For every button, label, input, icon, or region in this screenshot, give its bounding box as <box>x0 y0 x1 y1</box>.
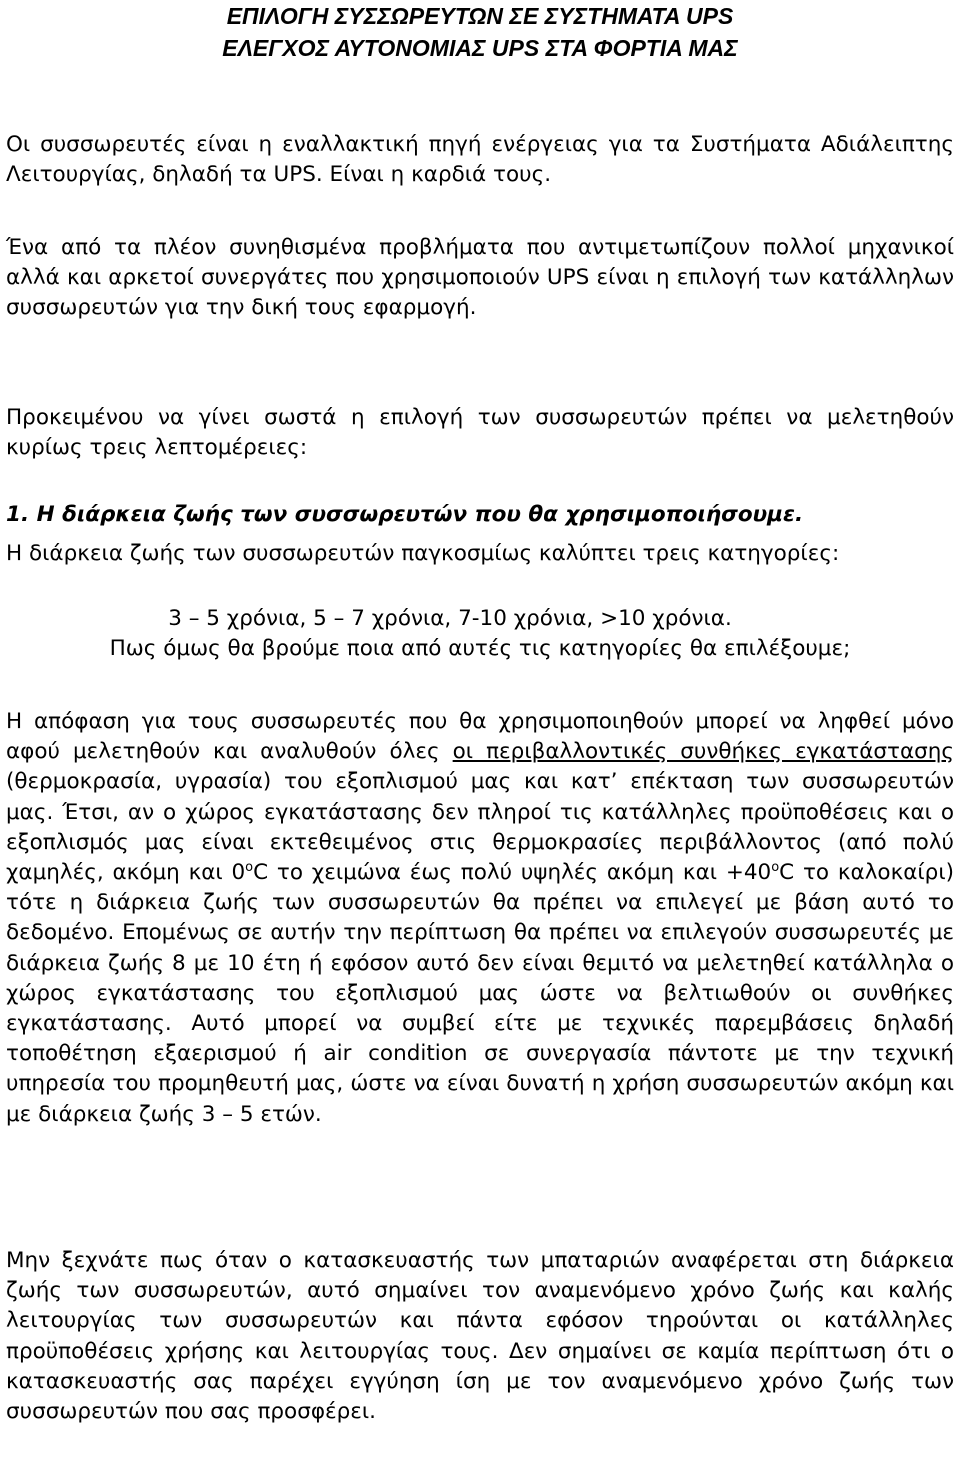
decision-paragraph <box>6 707 954 1130</box>
title-line-2: ΕΛΕΓΧΟΣ ΑΥΤΟΝΟΜΙΑΣ UPS ΣΤΑ ΦΟΡΤΙΑ ΜΑΣ <box>222 35 738 61</box>
problem-paragraph: Ένα από τα πλέον συνηθισμένα προβλήματα που αντιμετωπίζουν πολλοί μηχανικοί αλλά και αρκετοί συνεργάτες που χρησιμοποιούν UPS είναι η επιλογή των κατάλληλων συσσωρευτών για την δική τους εφαρμογή. <box>6 235 954 321</box>
degree-symbol-2: ο <box>771 859 780 875</box>
document-title <box>0 0 960 64</box>
decision-text-1: Η απόφαση για τους συσσωρευτές που θα χρησιμοποιηθούν μπορεί να ληφθεί μόνο αφού μελετηθούν και αναλυθούν όλες <box>6 709 954 765</box>
title-line-1: ΕΠΙΛΟΓΗ ΣΥΣΣΩΡΕΥΤΩΝ ΣΕ ΣΥΣΤΗΜΑΤΑ UPS <box>226 3 734 29</box>
categories-paragraph: Η διάρκεια ζωής των συσσωρευτών παγκοσμίως καλύπτει τρεις κατηγορίες: <box>6 541 840 566</box>
decision-text-2: (θερμοκρασία, υγρασία) του εξοπλισμού μας και κατ’ επέκταση των συσσωρευτών μας. Έτσι, αν ο χώρος εγκατάστασης δεν πληροί τις κατάλληλες προϋποθέσεις και ο εξοπλισμός μας είναι εκτεθειμένος στις θερμοκρασίες περιβάλλοντος (από πολύ χαμηλές, ακόμη και 0 <box>6 769 954 886</box>
categories-list-line: 3 – 5 χρόνια, 5 – 7 χρόνια, 7-10 χρόνια, >10 χρόνια. <box>168 606 732 631</box>
environment-conditions-underlined: οι περιβαλλοντικές συνθήκες εγκατάστασης <box>452 739 954 765</box>
decision-text-3: C το χειμώνα έως πολύ υψηλές ακόμη και +40 <box>253 860 772 886</box>
decision-text-4: C το καλοκαίρι) τότε η διάρκεια ζωής των συσσωρευτών θα πρέπει να επιλεγεί με βάση αυτό το δεδομένο. Επομένως σε αυτήν την περίπτωση θα πρέπει να επιλεγούν συσσωρευτές με διάρκεια ζωής 8 με 10 έτη ή εφόσον αυτό δεν είναι θεμιτό να μελετηθεί κατάλληλα ο χώρος εγκατάστασης του εξοπλισμού μας ώστε να βελτιωθούν οι συνθήκες εγκατάστασης. Αυτό μπορεί να συμβεί είτε με τεχνικές παρεμβάσεις δηλαδή τοποθέτηση εξαερισμού ή air condition σε συνεργασία πάντοτε με την τεχνική υπηρεσία του προμηθευτή μας, ώστε να είναι δυνατή η χρήση συσσωρευτών ακόμη και με διάρκεια ζωής 3 – 5 ετών. <box>6 860 954 1127</box>
final-paragraph: Μην ξεχνάτε πως όταν ο κατασκευαστής των μπαταριών αναφέρεται στη διάρκεια ζωής των συσσωρευτών, αυτό σημαίνει τον αναμενόμενο χρόνο ζωής και καλής λειτουργίας των συσσωρευτών και πάντα εφόσον τηρούνται οι κατάλληλες προϋποθέσεις χρήσης και λειτουργίας τους. Δεν σημαίνει σε καμία περίπτωση ότι ο κατασκευαστής σας παρέχει εγγύηση ίση με τον αναμενόμενο χρόνο ζωής των συσσωρευτών που σας προσφέρει. <box>6 1248 954 1425</box>
question-line: Πως όμως θα βρούμε ποια από αυτές τις κατηγορίες θα επιλέξουμε; <box>109 636 851 661</box>
section-heading-1: 1. Η διάρκεια ζωής των συσσωρευτών που θα χρησιμοποιήσουμε. <box>6 502 804 527</box>
details-paragraph: Προκειμένου να γίνει σωστά η επιλογή των συσσωρευτών πρέπει να μελετηθούν κυρίως τρεις λεπτομέρειες: <box>6 405 954 461</box>
degree-symbol-1: ο <box>245 859 254 875</box>
intro-paragraph: Οι συσσωρευτές είναι η εναλλακτική πηγή ενέργειας για τα Συστήματα Αδιάλειπτης Λειτουργίας, δηλαδή τα UPS. Είναι η καρδιά τους. <box>6 132 954 188</box>
